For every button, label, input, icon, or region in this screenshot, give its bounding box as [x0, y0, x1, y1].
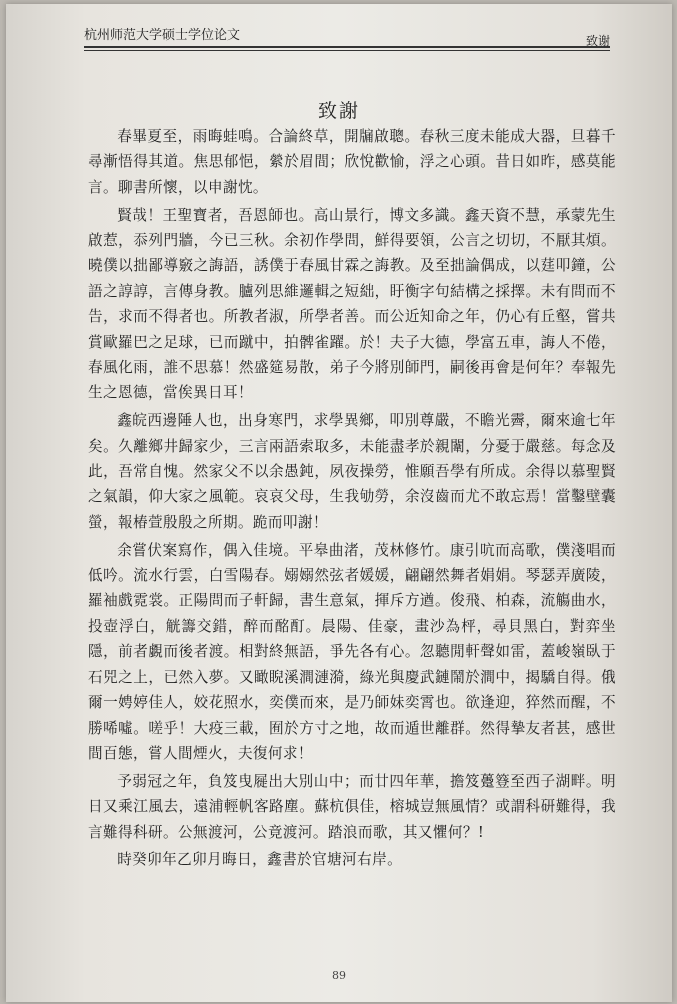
paragraph: 時癸卯年乙卯月晦日，鑫書於官塘河右岸。 [117, 851, 403, 869]
header-section-title: 致谢 [585, 34, 610, 48]
paragraph: 鑫皖西邊陲人也，出身寒門，求學異鄉，叩別尊嚴，不瞻光霽，爾來逾七年矣。久離鄉井歸家少，三言兩語索取多，未能盡孝於親闈，分憂于嚴慈。每念及此，吾常自愧。然家父不以余愚鈍，夙夜操勞，惟願吾學有所成。余得以慕聖賢之氣韻，仰大家之風範。哀哀父母，生我劬勞，余沒齒而尤不敢忘焉！當鑿壁囊螢，報椿萱殷殷之所期。跪而叩謝！ [88, 412, 616, 531]
page-number: 89 [332, 969, 346, 982]
paragraph: 春畢夏至，雨晦蛙鳴。合論終草，開牖啟聰。春秋三度未能成大器，旦暮千尋漸悟得其道。焦思郁悒，縈於眉間；欣悅歡愉，浮之心頭。昔日如昨，感莫能言。聊書所懷，以申謝忱。 [88, 128, 616, 196]
paragraph: 賢哉！王聖寶者，吾恩師也。高山景行，博文多識。鑫天資不慧，承蒙先生啟惹，忝列門牆，今已三秋。余初作學問，鮮得要領，公言之切切，不厭其煩。曉僕以拙鄙導竅之誨語，誘僕于春風甘霖之誨教。及至拙論偶成，以莛叩鐘，公語之諄諄，言傳身教。臚列思維邏輯之短絀，盱衡字句結構之採擇。未有問而不告，求而不得者也。所教者淑，所學者善。而公近知命之年，仍心有丘壑，嘗共賞歐羅巴之足球，已而蹴中，拍髀雀躍。於！夫子大德，學富五車，誨人不倦，春風化雨，誰不思慕！然盛筵易散，弟子今將別師門，嗣後再會是何年？奉報先生之恩德，當俟異日耳！ [88, 206, 616, 402]
acknowledgement-body [88, 124, 616, 875]
paragraph: 予弱冠之年，負笈曳屣出大別山中；而廿四年華，擔笈躉簦至西子湖畔。明日又乘江風去，遠浦輕帆客路塵。蘇杭俱佳，榕城豈無風情？或謂科研難得，我言難得科研。公無渡河，公竟渡河。踏浪而歌，其又懼何？! [88, 772, 616, 841]
paragraph: 余嘗伏案寫作，偶入佳境。平皋曲渚，茂林修竹。康引吭而高歌，僕淺唱而低吟。流水行雲，白雪陽春。嫋嫋然弦者媛媛，翩翩然舞者娟娟。琴瑟弄廣陵，羅袖戲霓裳。正陽問而子軒歸，書生意氣，揮斥方遒。俊飛、柏森，流觴曲水，投壺浮白，觥籌交錯，醉而酩酊。晨陽、佳豪，畫沙為枰，尋貝黑白，對弈坐隱，前者覷而後者渡。相對終無語，爭先各有心。忽聽閒軒聲如雷，蓋峻嶺臥于石兕之上，已然入夢。又瞰睨溪澗漣漪，綠光與慶武鏈鬧於澗中，揭驕自得。俄爾一娉婷佳人，姣花照水，奕僕而來，是乃師妹奕霄也。欲逢迎，猝然而醒，不勝唏噓。嗟乎！大疫三載，囿於方寸之地，故而遁世離群。然得摯友者甚，感世間百態，嘗人間煙火，夫復何求！ [88, 541, 616, 762]
page-header [84, 18, 610, 48]
document-page [6, 4, 672, 1002]
header-divider [84, 50, 610, 51]
page-title: 致謝 [317, 100, 360, 122]
header-thesis-title: 杭州师范大学硕士学位论文 [84, 28, 241, 43]
